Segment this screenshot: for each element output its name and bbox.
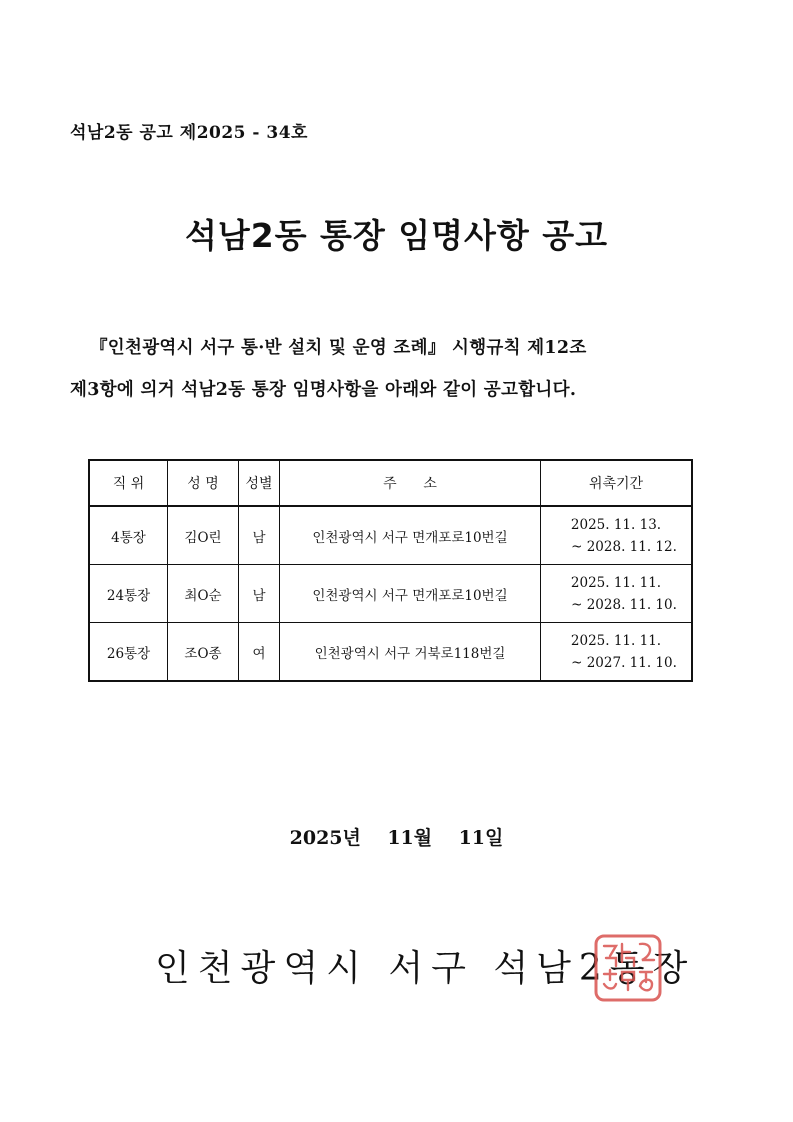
table-row (89, 565, 692, 623)
appointment-table (88, 459, 693, 682)
cell-sex: 여 (239, 623, 280, 682)
term-end: ~ 2028. 11. 10. (571, 596, 677, 613)
cell-term (541, 623, 693, 682)
header-name: 성 명 (168, 460, 239, 506)
term-end: ~ 2028. 11. 12. (571, 538, 677, 555)
cell-term (541, 565, 693, 623)
cell-address: 인천광역시 서구 거북로118번길 (280, 623, 541, 682)
notice-number: 석남2동 공고 제2025 - 34호 (70, 123, 308, 143)
cell-address: 인천광역시 서구 면개포로10번길 (280, 565, 541, 623)
header-position: 직 위 (89, 460, 168, 506)
term-start: 2025. 11. 11. (570, 632, 662, 649)
cell-position: 26통장 (89, 623, 168, 682)
term-start: 2025. 11. 13. (570, 516, 662, 533)
body-text-line-1: 『인천광역시 서구 통·반 설치 및 운영 조례』 시행규칙 제12조 (90, 338, 587, 358)
official-seal-stamp (592, 932, 664, 1004)
notice-date: 2025년 11월 11일 (289, 827, 504, 849)
table-row (89, 623, 692, 682)
header-address: 주 소 (280, 460, 541, 506)
page-title: 석남2동 통장 임명사항 공고 (184, 216, 609, 255)
cell-name: 김O린 (168, 506, 239, 565)
cell-sex: 남 (239, 506, 280, 565)
term-end: ~ 2027. 11. 10. (571, 654, 677, 671)
table-header-row (89, 460, 692, 506)
header-sex: 성별 (239, 460, 280, 506)
issuer-name: 인천광역시 서구 석남2동장 (155, 948, 696, 989)
cell-name: 조O종 (168, 623, 239, 682)
table-row (89, 506, 692, 565)
body-text-line-2: 제3항에 의거 석남2동 통장 임명사항을 아래와 같이 공고합니다. (70, 380, 577, 400)
cell-sex: 남 (239, 565, 280, 623)
term-start: 2025. 11. 11. (570, 574, 662, 591)
cell-position: 24통장 (89, 565, 168, 623)
cell-position: 4통장 (89, 506, 168, 565)
cell-address: 인천광역시 서구 면개포로10번길 (280, 506, 541, 565)
cell-term (541, 506, 693, 565)
header-term: 위촉기간 (541, 460, 693, 506)
cell-name: 최O순 (168, 565, 239, 623)
